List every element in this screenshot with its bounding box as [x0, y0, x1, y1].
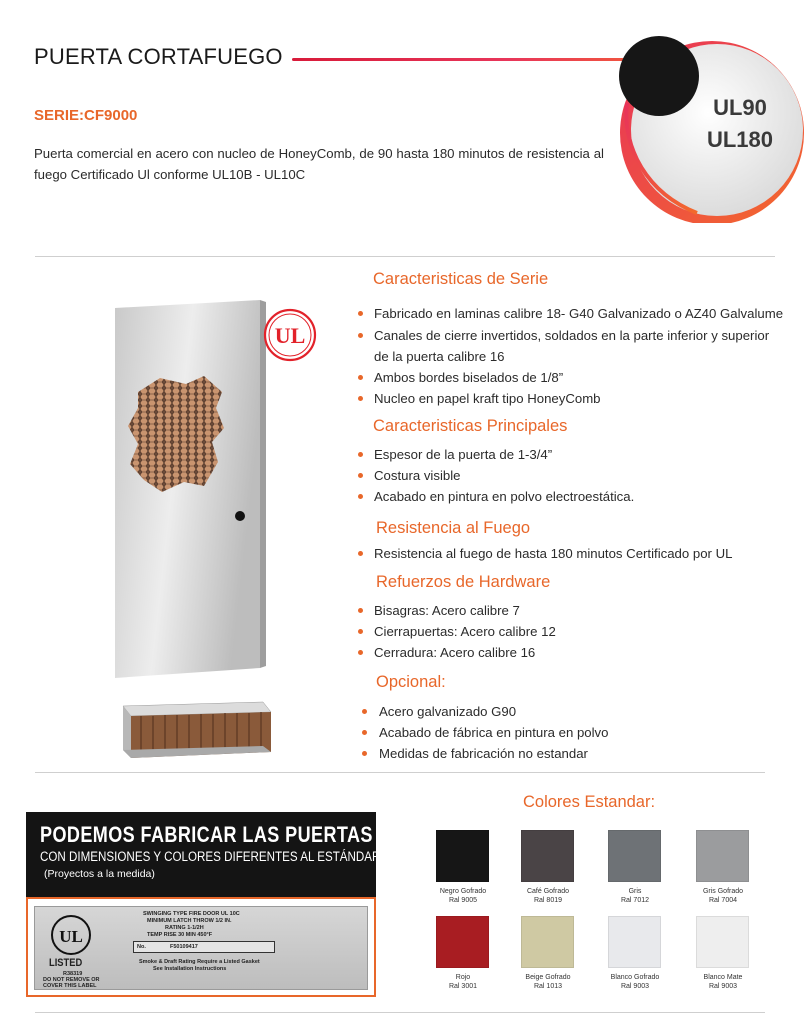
color-code: Ral 3001	[448, 983, 478, 990]
section-title: Opcional:	[376, 673, 446, 691]
section-title: Refuerzos de Hardware	[376, 573, 551, 591]
feature-item: Acero galvanizado G90	[379, 704, 517, 719]
feature-item: Costura visible	[374, 468, 461, 483]
color-name: Rojo	[455, 974, 471, 981]
door-image	[100, 280, 275, 685]
color-code: Ral 7004	[708, 897, 738, 904]
feature-item: Fabricado en laminas calibre 18- G40 Galvanizado o AZ40 Galvalume	[374, 306, 784, 321]
bullet-icon	[358, 333, 363, 338]
bullet-icon	[358, 375, 363, 380]
feature-item: de la puerta calibre 16	[374, 349, 505, 364]
color-swatch-label	[678, 887, 768, 905]
color-swatch	[521, 830, 574, 882]
bullet-icon	[358, 452, 363, 457]
honeycomb-panel-image	[113, 700, 273, 766]
label-line-1: SWINGING TYPE FIRE DOOR UL 10C	[143, 911, 240, 917]
bullet-icon	[358, 311, 363, 316]
feature-item: Canales de cierre invertidos, soldados en la parte inferior y superior	[374, 328, 770, 343]
label-line-3: RATING 1-1/2H	[165, 925, 204, 931]
label-line-2: MINIMUM LATCH THROW 1/2 IN.	[147, 918, 232, 924]
feature-item: Acabado de fábrica en pintura en polvo	[379, 725, 609, 740]
color-name: Beige Gofrado	[525, 974, 571, 981]
label-warning-1: DO NOT REMOVE OR	[43, 977, 100, 983]
label-line-4: TEMP RISE 30 MIN 450°F	[147, 932, 213, 938]
bullet-icon	[358, 608, 363, 613]
banner-note: (Proyectos a la medida)	[44, 868, 155, 880]
colors-title: Colores Estandar:	[523, 793, 656, 811]
feature-item: Espesor de la puerta de 1-3/4”	[374, 447, 553, 462]
banner-headline: PODEMOS FABRICAR LAS PUERTAS	[40, 822, 373, 847]
divider	[35, 1012, 765, 1013]
label-number-label: No.	[137, 944, 146, 950]
label-listed: LISTED	[49, 957, 83, 969]
color-name: Blanco Mate	[703, 974, 743, 981]
feature-item: Medidas de fabricación no estandar	[379, 746, 588, 761]
color-code: Ral 9003	[620, 983, 650, 990]
svg-text:UL: UL	[59, 927, 83, 946]
section-title: Resistencia al Fuego	[376, 519, 531, 537]
color-name: Blanco Gofrado	[610, 974, 660, 981]
divider	[35, 256, 775, 257]
bullet-icon	[358, 551, 363, 556]
title-underline	[292, 58, 652, 61]
feature-item: Ambos bordes biselados de 1/8”	[374, 370, 564, 385]
color-name: Café Gofrado	[526, 888, 570, 895]
color-swatch-label	[678, 973, 768, 991]
bullet-icon	[362, 730, 367, 735]
label-number-box	[133, 941, 275, 953]
feature-item: Nucleo en papel kraft tipo HoneyComb	[374, 391, 601, 406]
color-swatch-label	[590, 887, 680, 905]
color-name: Gris Gofrado	[702, 888, 744, 895]
svg-text:UL: UL	[274, 323, 306, 348]
feature-item: Cerradura: Acero calibre 16	[374, 645, 536, 660]
series-label: SERIE:CF9000	[34, 107, 138, 124]
bullet-icon	[358, 494, 363, 499]
color-swatch	[436, 916, 489, 968]
label-code: R38319	[63, 971, 83, 977]
color-swatch-label	[418, 973, 508, 991]
feature-item: Resistencia al fuego de hasta 180 minutos Certificado por UL	[374, 546, 733, 561]
page-title: PUERTA CORTAFUEGO	[34, 44, 283, 69]
label-warning-2: COVER THIS LABEL	[43, 983, 97, 989]
section-title: Caracteristicas Principales	[373, 417, 568, 435]
color-name: Gris	[628, 888, 642, 895]
color-swatch	[608, 916, 661, 968]
section-title: Caracteristicas de Serie	[373, 270, 549, 288]
feature-item: Bisagras: Acero calibre 7	[374, 603, 520, 618]
rating-ul90: UL90	[713, 95, 767, 120]
bullet-icon	[362, 709, 367, 714]
bullet-icon	[358, 473, 363, 478]
ul-label-logo-icon	[49, 913, 93, 957]
color-swatch	[696, 830, 749, 882]
color-code: Ral 8019	[533, 897, 563, 904]
banner-subtitle: CON DIMENSIONES Y COLORES DIFERENTES AL ESTÁNDAR	[40, 849, 381, 864]
color-code: Ral 1013	[533, 983, 563, 990]
color-swatch	[696, 916, 749, 968]
bullet-icon	[358, 396, 363, 401]
ul-logo-icon	[255, 300, 325, 370]
color-name: Negro Gofrado	[439, 888, 487, 895]
bullet-icon	[362, 751, 367, 756]
label-line-6: See Installation Instructions	[153, 966, 227, 972]
color-swatch	[436, 830, 489, 882]
bullet-icon	[358, 650, 363, 655]
color-swatch-label	[418, 887, 508, 905]
color-code: Ral 7012	[620, 897, 650, 904]
feature-item: Cierrapuertas: Acero calibre 12	[374, 624, 556, 639]
color-swatch-label	[503, 973, 593, 991]
rating-ul180: UL180	[706, 127, 774, 152]
color-code: Ral 9005	[448, 897, 478, 904]
color-swatch-label	[590, 973, 680, 991]
color-swatch-label	[503, 887, 593, 905]
feature-item: Acabado en pintura en polvo electroestática.	[374, 489, 635, 504]
color-code: Ral 9003	[708, 983, 738, 990]
ul-rating-text	[690, 92, 790, 156]
ul-label-plate	[34, 906, 368, 990]
bullet-icon	[358, 629, 363, 634]
divider	[35, 772, 765, 773]
color-swatch	[521, 916, 574, 968]
label-number-value: F50109417	[170, 944, 198, 950]
color-swatch	[608, 830, 661, 882]
product-description: Puerta comercial en acero con nucleo de HoneyComb, de 90 hasta 180 minutos de resistencia al fuego Certificado Ul conforme UL10B - UL10C	[34, 146, 604, 182]
label-line-5: Smoke & Draft Rating Require a Listed Gasket	[139, 959, 260, 965]
